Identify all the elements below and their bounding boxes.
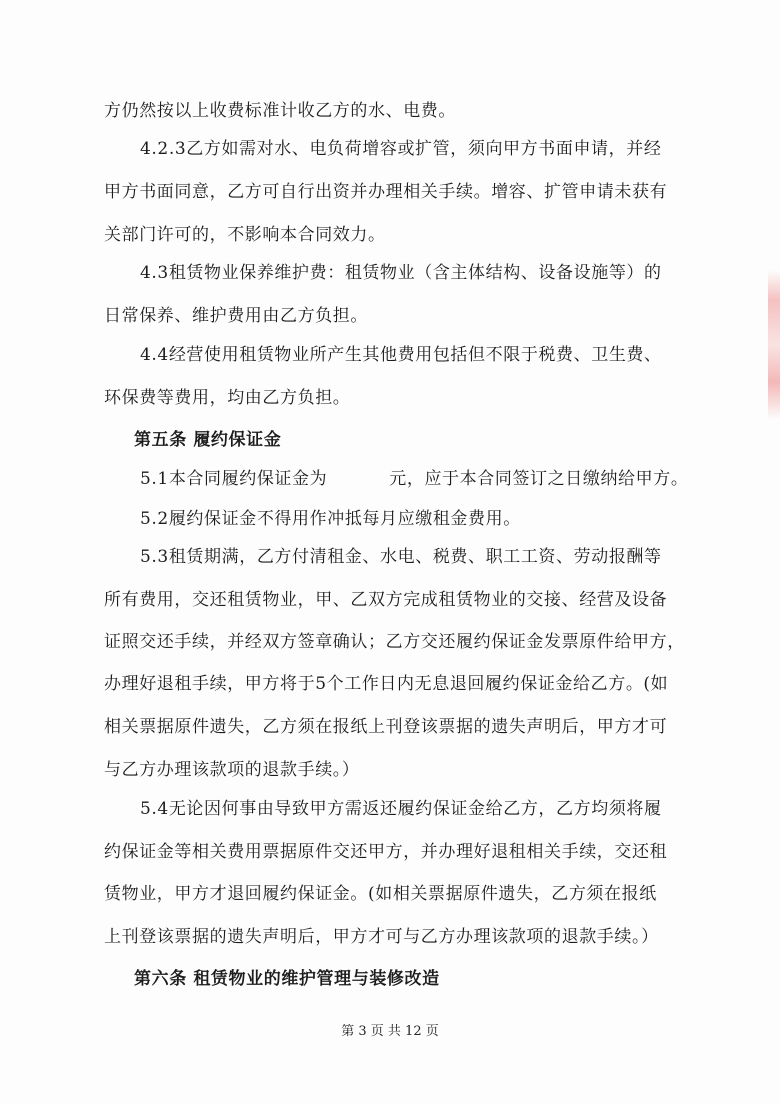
text-line: 5.3租赁期满，乙方付清租金、水电、税费、职工工资、劳动报酬等 <box>140 547 662 567</box>
text-line: 关部门许可的，不影响本合同效力。 <box>104 225 386 245</box>
text-line: 方仍然按以上收费标准计收乙方的水、电费。 <box>104 101 456 121</box>
text-line: 上刊登该票据的遗失声明后，甲方才可与乙方办理该款项的退款手续。） <box>104 927 659 947</box>
text-line: 4.4经营使用租赁物业所产生其他费用包括但不限于税费、卫生费、 <box>140 345 662 365</box>
section-heading: 第六条 租赁物业的维护管理与装修改造 <box>134 969 440 989</box>
text-line: 与乙方办理该款项的退款手续。） <box>104 760 360 780</box>
text-line: 5.4无论因何事由导致甲方需返还履约保证金给乙方，乙方均须将履 <box>140 799 662 819</box>
text-line: 5.2履约保证金不得用作冲抵每月应缴租金费用。 <box>140 509 521 529</box>
text-line <box>140 468 688 490</box>
text-line: 环保费等费用，均由乙方负担。 <box>104 388 351 408</box>
text-line: 日常保养、维护费用由乙方负担。 <box>104 306 368 326</box>
text-line: 约保证金等相关费用票据原件交还甲方，并办理好退租相关手续，交还租 <box>104 842 668 862</box>
section-heading: 第五条 履约保证金 <box>134 430 282 450</box>
text-line: 4.3租赁物业保养维护费：租赁物业（含主体结构、设备设施等）的 <box>140 263 662 283</box>
text-line: 赁物业，甲方才退回履约保证金。(如相关票据原件遗失，乙方须在报纸 <box>104 884 657 904</box>
text-line: 相关票据原件遗失，乙方须在报纸上刊登该票据的遗失声明后，甲方才可 <box>104 717 668 737</box>
text-segment: 元，应于本合同签订之日缴纳给甲方。 <box>389 469 689 489</box>
page-footer: 第 3 页 共 12 页 <box>341 1024 439 1039</box>
text-line: 证照交还手续，并经双方签章确认；乙方交还履约保证金发票原件给甲方， <box>104 632 685 652</box>
text-segment: 5.1本合同履约保证金为 <box>140 469 328 489</box>
text-line: 4.2.3乙方如需对水、电负荷增容或扩管，须向甲方书面申请，并经 <box>140 139 662 159</box>
text-line: 甲方书面同意，乙方可自行出资并办理相关手续。增容、扩管申请未获有 <box>104 182 668 202</box>
seal-stamp-edge <box>768 270 780 420</box>
text-line: 所有费用，交还租赁物业，甲、乙双方完成租赁物业的交接、经营及设备 <box>104 590 668 610</box>
text-line: 办理好退租手续，甲方将于5个工作日内无息退回履约保证金给乙方。(如 <box>104 674 669 694</box>
